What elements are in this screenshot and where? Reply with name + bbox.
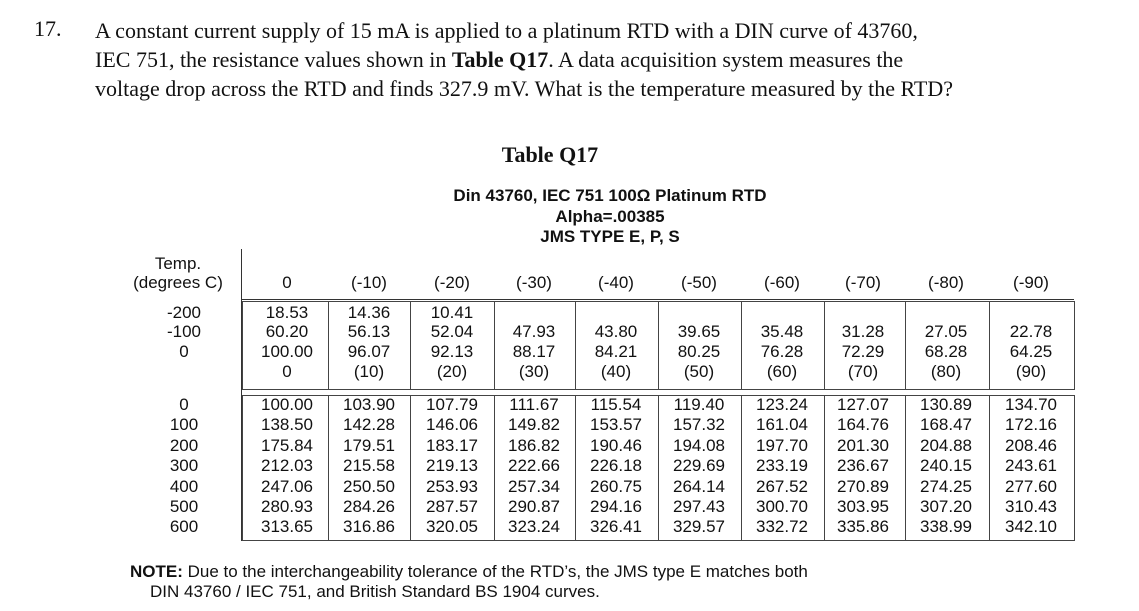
table-value: 335.86	[837, 517, 889, 537]
table-value: 332.72	[756, 517, 808, 537]
table-value: 264.14	[673, 476, 725, 496]
column-header: (-40)	[598, 273, 634, 292]
table-value: 111.67	[509, 395, 559, 414]
table-value: 88.17	[512, 342, 556, 361]
row-label: 300	[169, 456, 199, 476]
column-header: (-10)	[351, 273, 387, 292]
question-line-2: IEC 751, the resistance values shown in Table Q17. A data acquisition system measures the	[95, 47, 904, 72]
row-label: 500	[169, 497, 199, 516]
table-value: 103.90	[343, 395, 395, 414]
column-header: (-20)	[434, 273, 470, 292]
table-value: 219.13	[426, 456, 478, 476]
row-label: -200	[166, 303, 202, 322]
temp-axis-label: Temp. (degrees C)	[133, 254, 223, 292]
table-value: 240.15	[920, 456, 972, 476]
table-value: 236.67	[837, 456, 889, 476]
table-value: 257.34	[508, 476, 560, 496]
column-header: (-70)	[845, 273, 881, 292]
table-value: 64.25	[1009, 342, 1053, 361]
question-text	[95, 16, 1010, 103]
table-value: (70)	[847, 362, 879, 381]
table-value: 233.19	[756, 456, 808, 476]
table-value: 310.43	[1005, 497, 1057, 516]
table-value: 76.28	[760, 342, 804, 361]
table-header-rule	[242, 299, 1074, 300]
table-value: 175.84	[261, 435, 313, 455]
table-value: 39.65	[677, 322, 721, 341]
table-reference: Table Q17	[451, 47, 549, 72]
table-value: 267.52	[756, 476, 808, 496]
table-value: 130.89	[920, 395, 972, 414]
table-value: 253.93	[426, 476, 478, 496]
question-number: 17.	[34, 16, 62, 41]
table-subtitle-3: JMS TYPE E, P, S	[540, 227, 680, 246]
table-value: 72.29	[841, 342, 885, 361]
table-value: 10.41	[430, 303, 474, 322]
table-value: 153.57	[590, 415, 642, 435]
table-value: (10)	[353, 362, 385, 381]
table-value: 60.20	[265, 322, 309, 341]
row-label: 600	[169, 517, 199, 537]
table-value: 27.05	[924, 322, 968, 341]
table-value: 146.06	[426, 415, 478, 435]
column-header: (-30)	[516, 273, 552, 292]
column-header: 0	[282, 273, 292, 292]
row-label: 200	[169, 435, 199, 455]
table-value: 115.54	[590, 395, 642, 414]
table-value: 100.00	[261, 395, 313, 414]
table-value: 183.17	[426, 435, 478, 455]
table-value: 92.13	[430, 342, 474, 361]
table-value: 190.46	[590, 435, 642, 455]
table-value: 35.48	[760, 322, 804, 341]
table-value: 100.00	[261, 342, 313, 361]
table-value: (90)	[1015, 362, 1047, 381]
table-value: 164.76	[837, 415, 889, 435]
table-value: (50)	[683, 362, 715, 381]
table-value: 68.28	[924, 342, 968, 361]
table-value: 212.03	[261, 456, 313, 476]
table-subtitle-1: Din 43760, IEC 751 100Ω Platinum RTD	[453, 186, 767, 205]
table-note	[130, 562, 808, 602]
table-value: 287.57	[426, 497, 478, 516]
table-value: 277.60	[1005, 476, 1057, 496]
table-value: 194.08	[673, 435, 725, 455]
table-value: 149.82	[508, 415, 560, 435]
table-value: 96.07	[347, 342, 391, 361]
table-value: 303.95	[837, 497, 889, 516]
table-value: 197.70	[756, 435, 808, 455]
table-value: 201.30	[837, 435, 889, 455]
table-value: 0	[282, 362, 292, 381]
table-value: (40)	[600, 362, 632, 381]
table-value: 280.93	[261, 497, 313, 516]
table-subtitle-2: Alpha=.00385	[555, 207, 665, 226]
table-value: 297.43	[673, 497, 725, 516]
table-value: 270.89	[837, 476, 889, 496]
table-value: 142.28	[343, 415, 395, 435]
table-value: 342.10	[1005, 517, 1057, 537]
note-line-1: Due to the interchangeability tolerance of the RTD’s, the JMS type E matches both	[182, 562, 808, 581]
table-value: 229.69	[673, 456, 725, 476]
table-value: 243.61	[1005, 456, 1057, 476]
table-value: 250.50	[343, 476, 395, 496]
table-value: (80)	[930, 362, 962, 381]
table-value: 80.25	[677, 342, 721, 361]
table-value: 123.24	[756, 395, 808, 414]
table-value: 329.57	[673, 517, 725, 537]
table-value: 320.05	[426, 517, 478, 537]
row-label: 0	[179, 342, 189, 361]
table-value: 84.21	[594, 342, 638, 361]
table-value: (30)	[518, 362, 550, 381]
table-value: 186.82	[508, 435, 560, 455]
table-value: 300.70	[756, 497, 808, 516]
table-value: 260.75	[590, 476, 642, 496]
table-caption: Table Q17	[501, 142, 599, 167]
table-value: 307.20	[920, 497, 972, 516]
table-value: 157.32	[673, 415, 725, 435]
table-value: 284.26	[343, 497, 395, 516]
table-value: 134.70	[1005, 395, 1057, 414]
table-value: 326.41	[590, 517, 642, 537]
column-header: (-60)	[764, 273, 800, 292]
table-value: 43.80	[594, 322, 638, 341]
table-value: 313.65	[261, 517, 313, 537]
table-value: 47.93	[512, 322, 556, 341]
table-value: 290.87	[508, 497, 560, 516]
table-value: 168.47	[920, 415, 972, 435]
table-value: 179.51	[343, 435, 395, 455]
table-value: 294.16	[590, 497, 642, 516]
table-value: 323.24	[508, 517, 560, 537]
table-value: 138.50	[261, 415, 313, 435]
column-header: (-80)	[928, 273, 964, 292]
column-header: (-50)	[681, 273, 717, 292]
table-value: 52.04	[430, 322, 474, 341]
table-value: 22.78	[1009, 322, 1053, 341]
table-value: 107.79	[426, 395, 478, 414]
table-value: 316.86	[343, 517, 395, 537]
note-line-2: DIN 43760 / IEC 751, and British Standard BS 1904 curves.	[150, 582, 600, 601]
table-value: 56.13	[347, 322, 391, 341]
question-line-1: A constant current supply of 15 mA is applied to a platinum RTD with a DIN curve of 43760,	[95, 18, 918, 43]
table-value: (60)	[766, 362, 798, 381]
table-value: 204.88	[920, 435, 972, 455]
question-line-3: voltage drop across the RTD and finds 327.9 mV. What is the temperature measured by the RTD?	[95, 76, 953, 101]
note-label: NOTE:	[130, 562, 183, 581]
table-value: 208.46	[1005, 435, 1057, 455]
table-value: 222.66	[508, 456, 560, 476]
table-value: (20)	[436, 362, 468, 381]
column-header: (-90)	[1013, 273, 1049, 292]
row-label: 0	[179, 395, 189, 414]
table-value: 226.18	[590, 456, 642, 476]
table-value: 215.58	[343, 456, 395, 476]
table-value: 119.40	[673, 395, 725, 414]
table-value: 127.07	[837, 395, 889, 414]
table-value: 31.28	[841, 322, 885, 341]
row-label: 100	[169, 415, 199, 435]
table-value: 18.53	[265, 303, 309, 322]
table-value: 338.99	[920, 517, 972, 537]
row-label: 400	[169, 476, 199, 496]
table-value: 14.36	[347, 303, 391, 322]
table-value: 247.06	[261, 476, 313, 496]
table-value: 274.25	[920, 476, 972, 496]
table-value: 161.04	[756, 415, 808, 435]
row-label: -100	[166, 322, 202, 341]
table-value: 172.16	[1005, 415, 1057, 435]
